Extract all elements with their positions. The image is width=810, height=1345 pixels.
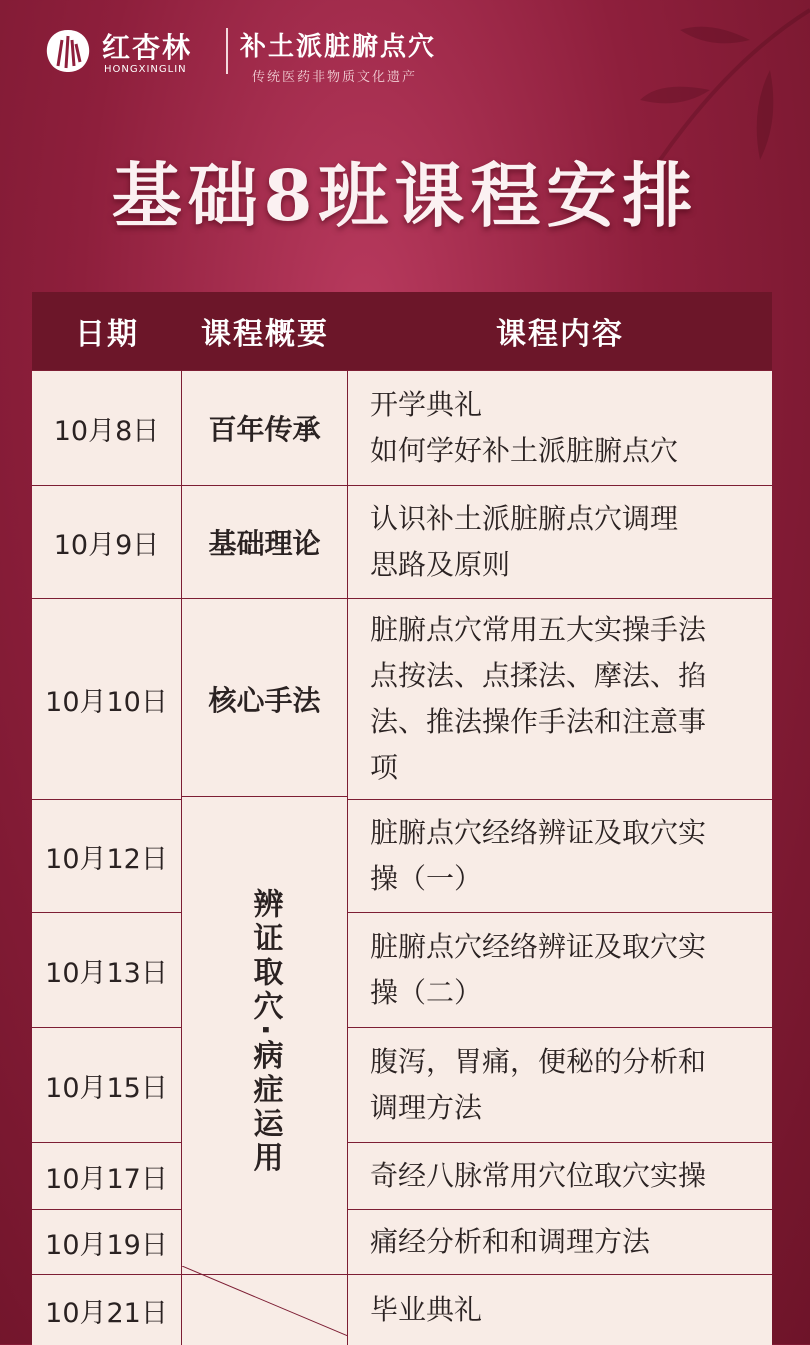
- row-content: [348, 800, 772, 912]
- content-line: 思路及原则: [370, 548, 511, 581]
- content-line: 痛经分析和和调理方法: [370, 1225, 651, 1258]
- content-line: 腹泻，胃痛，便秘的分析和: [370, 1045, 707, 1078]
- row-content: [348, 599, 772, 799]
- content-line: 项: [370, 751, 399, 784]
- row-summary: 核心手法: [182, 599, 348, 799]
- header-content: 课程内容: [496, 317, 624, 352]
- brand-name-en: HONGXINGLIN: [104, 64, 187, 75]
- brand-logo-icon: [40, 26, 96, 74]
- row-date: 10月9日: [32, 486, 182, 598]
- content-line: 毕业典礼: [370, 1293, 483, 1326]
- table-row: [32, 799, 772, 912]
- content-line: 认识补土派脏腑点穴调理: [370, 502, 679, 535]
- row-date: 10月13日: [32, 913, 182, 1027]
- row-summary: 基础理论: [182, 486, 348, 598]
- table-row: [32, 1142, 772, 1209]
- content-line: 奇经八脉常用穴位取穴实操: [370, 1159, 707, 1192]
- row-summary: 百年传承: [182, 371, 348, 485]
- table-row: [32, 598, 772, 799]
- content-line: 调理方法: [370, 1091, 483, 1124]
- row-content: [348, 486, 772, 598]
- schedule-table: [32, 292, 772, 1345]
- table-body: [32, 370, 772, 1345]
- row-date: 10月8日: [32, 371, 182, 485]
- page-title: 基础8班课程安排: [111, 154, 699, 237]
- header-divider: [226, 28, 228, 74]
- merged-summary-cell: [182, 796, 348, 1266]
- brand-header: [40, 22, 780, 85]
- content-line: 法、推法操作手法和注意事: [370, 705, 707, 738]
- header-summary: 课程概要: [201, 317, 329, 352]
- content-line: 点按法、点揉法、摩法、掐: [370, 659, 707, 692]
- row-date: 10月10日: [32, 599, 182, 799]
- row-content: [348, 1143, 772, 1209]
- table-row: [32, 1209, 772, 1274]
- merged-summary-text: 辨证取穴·病症运用: [247, 887, 283, 1176]
- content-line: 操（二）: [370, 976, 483, 1009]
- row-date: 10月12日: [32, 800, 182, 912]
- table-row: [32, 370, 772, 485]
- row-date: 10月21日: [32, 1275, 182, 1345]
- row-content: [348, 1210, 772, 1274]
- empty-cell-diagonal: [182, 1266, 348, 1336]
- content-line: 脏腑点穴经络辨证及取穴实: [370, 816, 707, 849]
- table-row: [32, 912, 772, 1027]
- row-date: 10月19日: [32, 1210, 182, 1274]
- brand-slogan: 补土派脏腑点穴: [240, 32, 437, 62]
- row-content: [348, 1028, 772, 1142]
- content-line: 如何学好补土派脏腑点穴: [370, 434, 679, 467]
- row-content: [348, 913, 772, 1027]
- brand-slogan-sub: 传统医药非物质文化遗产: [252, 70, 418, 85]
- content-line: 脏腑点穴经络辨证及取穴实: [370, 930, 707, 963]
- content-line: 操（一）: [370, 862, 483, 895]
- table-row: [32, 1027, 772, 1142]
- row-date: 10月17日: [32, 1143, 182, 1209]
- table-row: [32, 1274, 772, 1345]
- brand-name: 红杏林: [102, 31, 193, 64]
- content-line: 脏腑点穴常用五大实操手法: [370, 613, 707, 646]
- row-content: [348, 371, 772, 485]
- content-line: 开学典礼: [370, 388, 483, 421]
- row-date: 10月15日: [32, 1028, 182, 1142]
- row-content: [348, 1275, 772, 1345]
- header-date: 日期: [75, 317, 139, 352]
- table-row: [32, 485, 772, 598]
- table-header: [32, 292, 772, 370]
